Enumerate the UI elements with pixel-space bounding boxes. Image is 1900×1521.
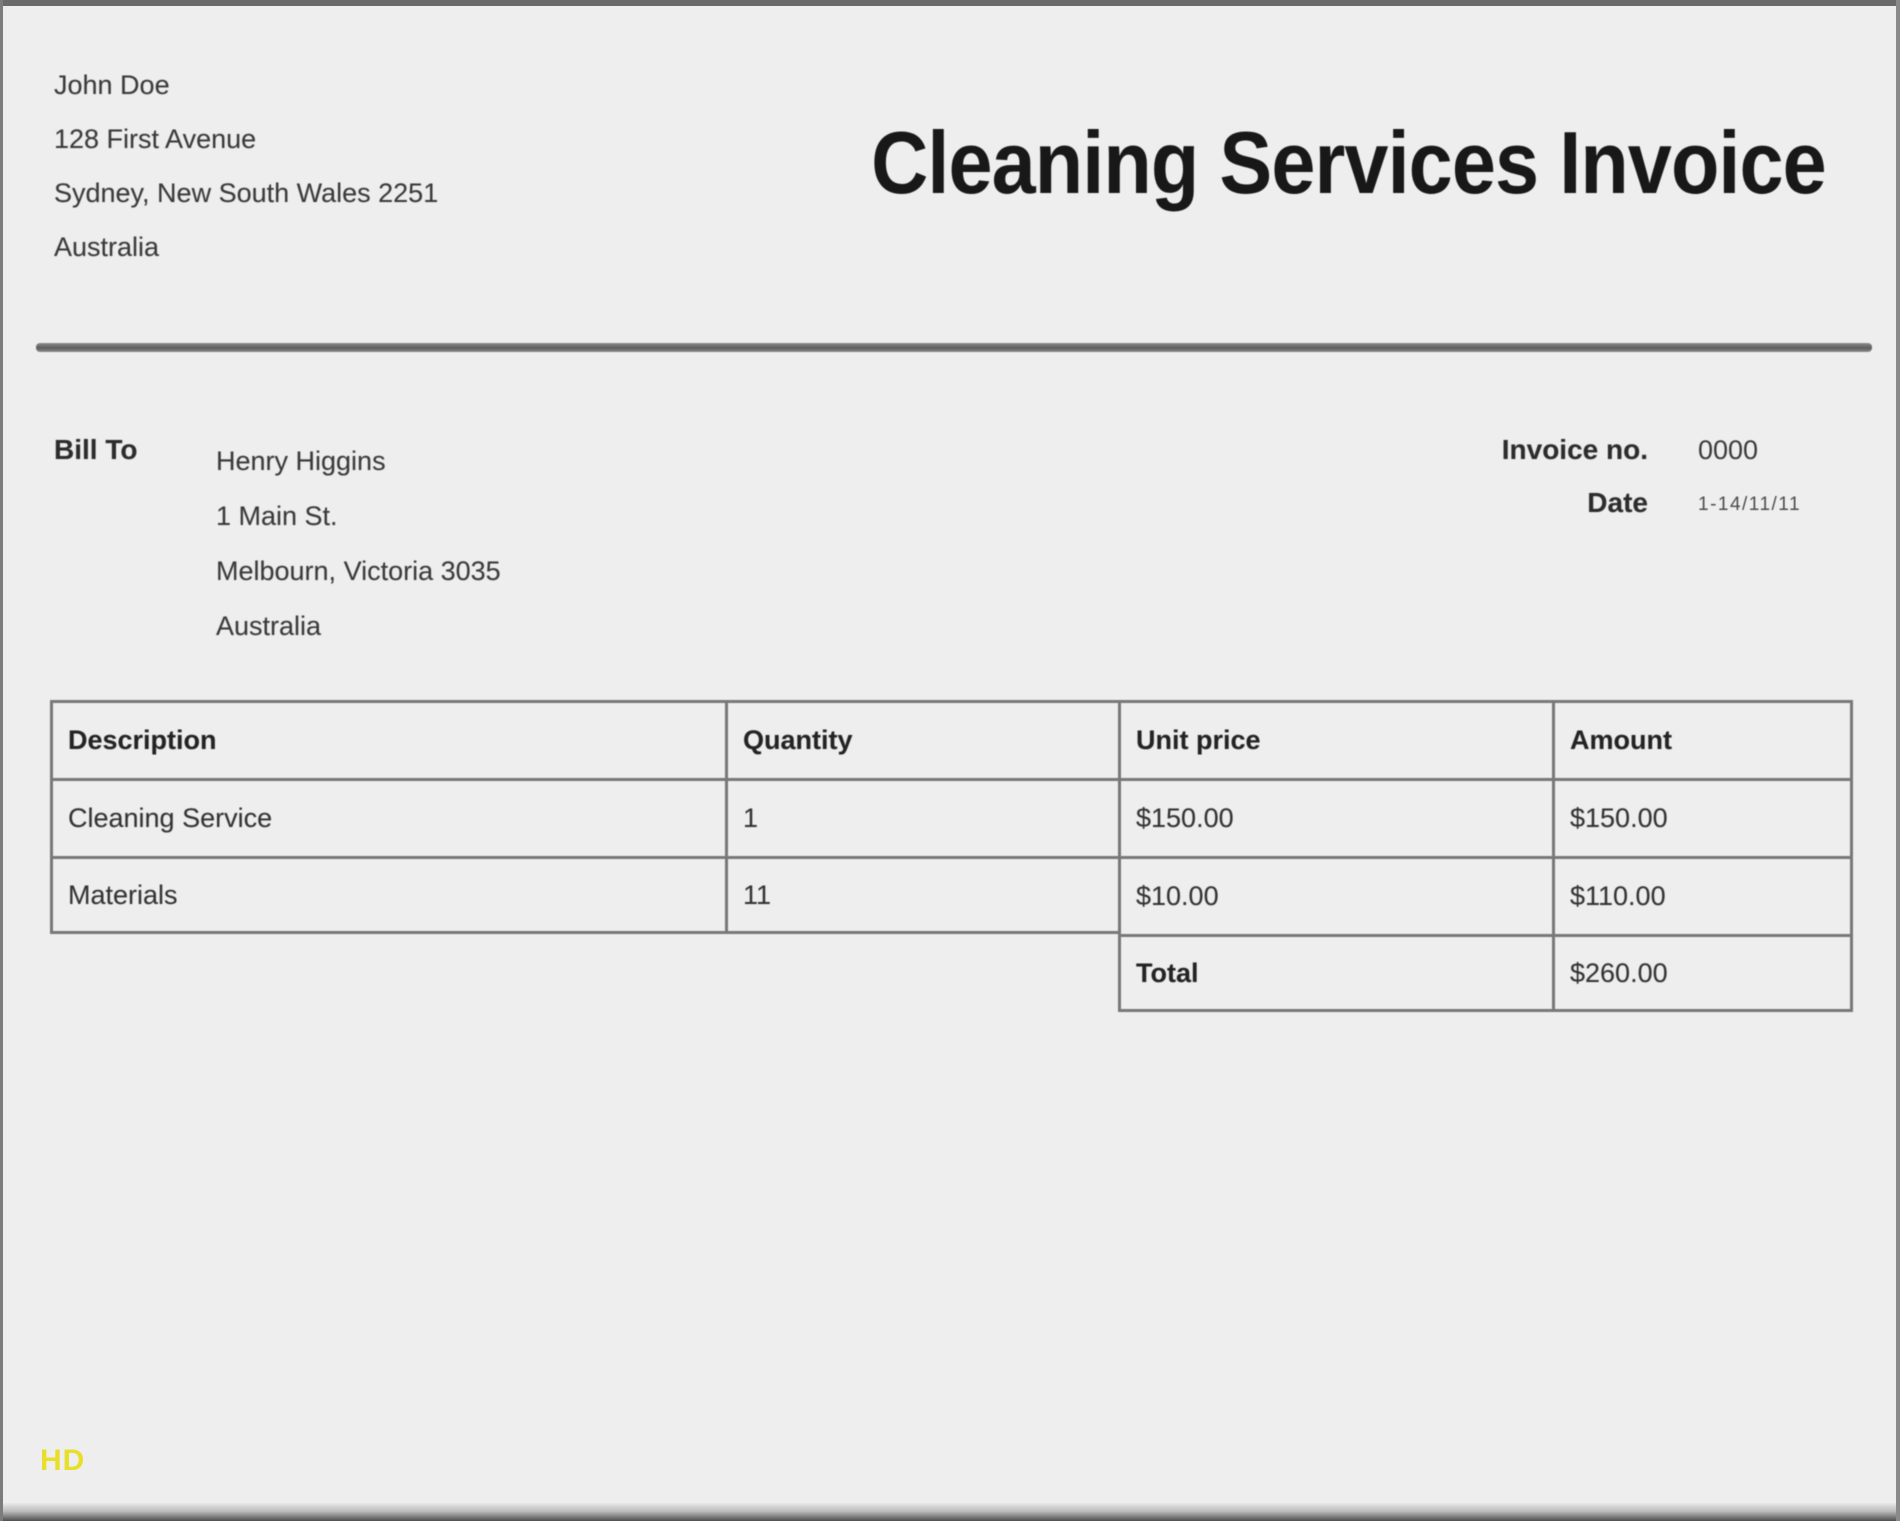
header-divider-rule — [36, 343, 1872, 352]
row2-description-cell: Materials — [50, 856, 725, 934]
column-header-amount: Amount — [1552, 700, 1853, 778]
scan-frame-left-edge — [0, 0, 3, 1521]
sender-address-block — [54, 58, 438, 274]
row2-amount-cell: $110.00 — [1552, 856, 1853, 934]
total-row-spacer-quantity — [725, 934, 1118, 1012]
line-items-table — [50, 700, 1853, 1012]
bill-to-label: Bill To — [54, 434, 138, 465]
row1-quantity-cell: 1 — [725, 778, 1118, 856]
row1-unit-price-cell: $150.00 — [1118, 778, 1552, 856]
sender-city: Sydney, New South Wales 2251 — [54, 178, 439, 208]
invoice-meta — [1438, 434, 1868, 540]
invoice-date-value: 1-14/11/11 — [1698, 494, 1802, 515]
total-label-cell: Total — [1118, 934, 1552, 1012]
row2-quantity-cell: 11 — [725, 856, 1118, 934]
invoice-number-row — [1438, 434, 1868, 466]
scan-frame-right-edge — [1896, 0, 1900, 1521]
invoice-date-row — [1438, 487, 1868, 519]
invoice-number-label: Invoice no. — [1501, 434, 1648, 465]
invoice-title: Cleaning Services Invoice — [871, 113, 1826, 212]
bill-to-city: Melbourn, Victoria 3035 — [216, 556, 501, 586]
column-header-unit-price: Unit price — [1118, 700, 1552, 778]
column-header-quantity: Quantity — [725, 700, 1118, 778]
sender-street: 128 First Avenue — [54, 124, 257, 154]
bill-to-address-block — [216, 434, 501, 654]
row1-amount-cell: $150.00 — [1552, 778, 1853, 856]
hd-watermark: HD — [40, 1444, 86, 1477]
sender-country: Australia — [54, 232, 160, 262]
total-amount-cell: $260.00 — [1552, 934, 1853, 1012]
invoice-number-value: 0000 — [1698, 435, 1759, 465]
row2-unit-price-cell: $10.00 — [1118, 856, 1552, 934]
bill-to-street: 1 Main St. — [216, 501, 338, 531]
scan-frame-top-edge — [0, 0, 1900, 6]
total-row-spacer-description — [50, 934, 725, 1012]
invoice-date-label: Date — [1587, 487, 1648, 518]
bill-to-name: Henry Higgins — [216, 446, 386, 476]
bill-to-country: Australia — [216, 611, 322, 641]
row1-description-cell: Cleaning Service — [50, 778, 725, 856]
scan-frame-bottom-edge — [0, 1503, 1900, 1521]
column-header-description: Description — [50, 700, 725, 778]
sender-name: John Doe — [54, 70, 170, 100]
